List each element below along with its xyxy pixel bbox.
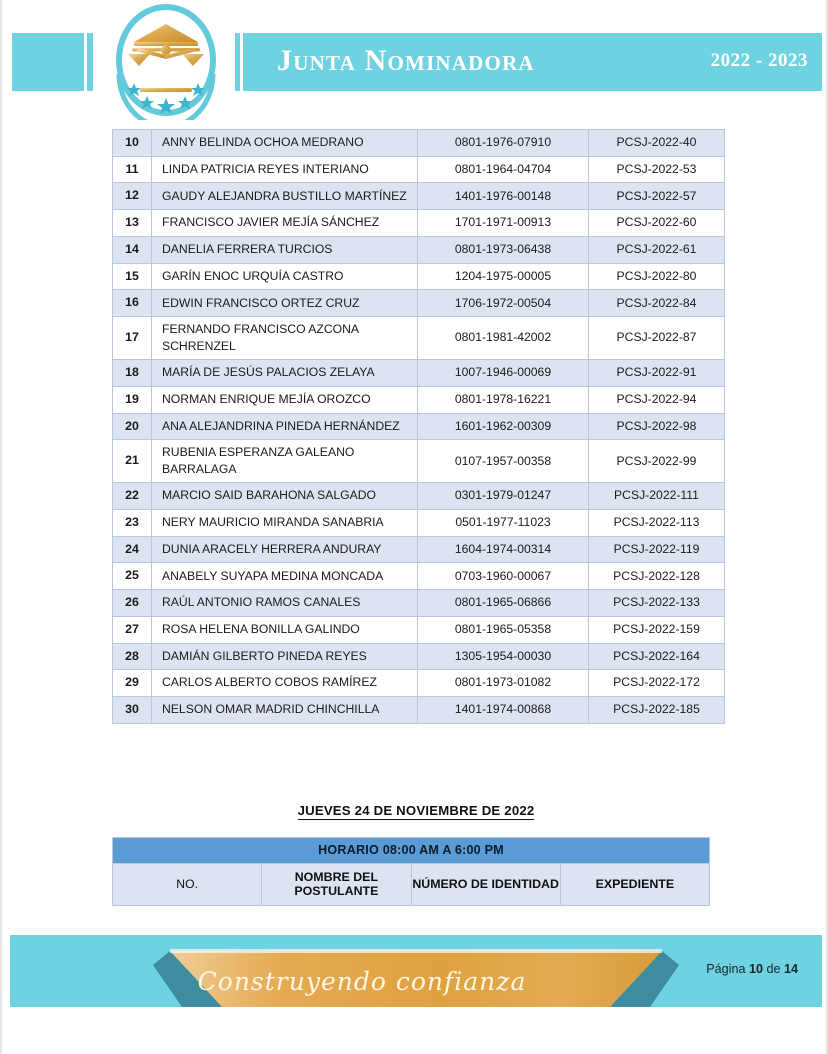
header-band-left xyxy=(12,33,84,91)
cell-no: 23 xyxy=(113,509,152,536)
cell-no: 19 xyxy=(113,386,152,413)
cell-id: 0801-1965-05358 xyxy=(418,616,589,643)
cell-exp: PCSJ-2022-111 xyxy=(589,483,725,510)
cell-name: EDWIN FRANCISCO ORTEZ CRUZ xyxy=(152,290,418,317)
table-row xyxy=(113,483,725,510)
cell-id: 0501-1977-11023 xyxy=(418,509,589,536)
table2-header-row xyxy=(113,864,710,906)
table-row xyxy=(113,440,725,483)
table-row xyxy=(113,616,725,643)
cell-no: 17 xyxy=(113,317,152,360)
cell-name: GARÍN ENOC URQUÍA CASTRO xyxy=(152,263,418,290)
table-row xyxy=(113,236,725,263)
cell-exp: PCSJ-2022-113 xyxy=(589,509,725,536)
scales-of-justice-emblem-icon xyxy=(106,4,226,120)
cell-name: MARCIO SAID BARAHONA SALGADO xyxy=(152,483,418,510)
table-row xyxy=(113,590,725,617)
cell-no: 28 xyxy=(113,643,152,670)
cell-exp: PCSJ-2022-80 xyxy=(589,263,725,290)
cell-id: 1601-1962-00309 xyxy=(418,413,589,440)
cell-exp: PCSJ-2022-91 xyxy=(589,360,725,387)
header-band-right-tick xyxy=(235,33,240,91)
cell-id: 0801-1965-06866 xyxy=(418,590,589,617)
cell-name: GAUDY ALEJANDRA BUSTILLO MARTÍNEZ xyxy=(152,183,418,210)
page-middle: de xyxy=(766,962,781,976)
table-row xyxy=(113,697,725,724)
date-heading-text: JUEVES 24 DE NOVIEMBRE DE 2022 xyxy=(297,803,535,818)
cell-exp: PCSJ-2022-159 xyxy=(589,616,725,643)
cell-no: 10 xyxy=(113,130,152,157)
cell-name: DUNIA ARACELY HERRERA ANDURAY xyxy=(152,536,418,563)
cell-no: 12 xyxy=(113,183,152,210)
table-row xyxy=(113,536,725,563)
cell-no: 11 xyxy=(113,156,152,183)
cell-id: 0703-1960-00067 xyxy=(418,563,589,590)
cell-id: 1401-1974-00868 xyxy=(418,697,589,724)
cell-id: 1007-1946-00069 xyxy=(418,360,589,387)
cell-no: 29 xyxy=(113,670,152,697)
page-total: 14 xyxy=(783,962,798,976)
cell-exp: PCSJ-2022-57 xyxy=(589,183,725,210)
page-footer xyxy=(2,935,828,1015)
table-row xyxy=(113,386,725,413)
table-row xyxy=(113,183,725,210)
cell-exp: PCSJ-2022-61 xyxy=(589,236,725,263)
cell-name: DAMIÁN GILBERTO PINEDA REYES xyxy=(152,643,418,670)
page-title: Junta Nominadora xyxy=(277,44,535,77)
cell-no: 15 xyxy=(113,263,152,290)
cell-exp: PCSJ-2022-185 xyxy=(589,697,725,724)
column-header-id: NÚMERO DE IDENTIDAD xyxy=(411,864,560,906)
cell-exp: PCSJ-2022-84 xyxy=(589,290,725,317)
cell-no: 27 xyxy=(113,616,152,643)
cell-id: 0801-1973-06438 xyxy=(418,236,589,263)
cell-no: 14 xyxy=(113,236,152,263)
cell-id: 0801-1981-42002 xyxy=(418,317,589,360)
cell-no: 18 xyxy=(113,360,152,387)
cell-name: FERNANDO FRANCISCO AZCONA SCHRENZEL xyxy=(152,317,418,360)
page-prefix: Página xyxy=(706,962,746,976)
cell-id: 0801-1973-01082 xyxy=(418,670,589,697)
cell-name: NELSON OMAR MADRID CHINCHILLA xyxy=(152,697,418,724)
cell-exp: PCSJ-2022-60 xyxy=(589,210,725,237)
page-current: 10 xyxy=(748,962,763,976)
cell-name: ANABELY SUYAPA MEDINA MONCADA xyxy=(152,563,418,590)
cell-no: 22 xyxy=(113,483,152,510)
cell-id: 1305-1954-00030 xyxy=(418,643,589,670)
table-row xyxy=(113,509,725,536)
cell-no: 21 xyxy=(113,440,152,483)
cell-name: CARLOS ALBERTO COBOS RAMÍREZ xyxy=(152,670,418,697)
cell-name: ANNY BELINDA OCHOA MEDRANO xyxy=(152,130,418,157)
cell-name: DANELIA FERRERA TURCIOS xyxy=(152,236,418,263)
table-row xyxy=(113,130,725,157)
column-header-no: NO. xyxy=(113,864,262,906)
page-header xyxy=(2,0,828,122)
header-band-left-tick xyxy=(87,33,93,91)
table-row xyxy=(113,263,725,290)
cell-name: NERY MAURICIO MIRANDA SANABRIA xyxy=(152,509,418,536)
table-row xyxy=(113,210,725,237)
table-row xyxy=(113,360,725,387)
cell-id: 0801-1978-16221 xyxy=(418,386,589,413)
cell-name: RAÚL ANTONIO RAMOS CANALES xyxy=(152,590,418,617)
cell-no: 25 xyxy=(113,563,152,590)
schedule-row xyxy=(113,838,710,864)
cell-name: FRANCISCO JAVIER MEJÍA SÁNCHEZ xyxy=(152,210,418,237)
column-header-name: NOMBRE DEL POSTULANTE xyxy=(262,864,411,906)
cell-exp: PCSJ-2022-133 xyxy=(589,590,725,617)
cell-no: 16 xyxy=(113,290,152,317)
cell-id: 1204-1975-00005 xyxy=(418,263,589,290)
cell-name: ROSA HELENA BONILLA GALINDO xyxy=(152,616,418,643)
next-day-schedule-table xyxy=(112,837,710,906)
cell-exp: PCSJ-2022-128 xyxy=(589,563,725,590)
cell-name: MARÍA DE JESÚS PALACIOS ZELAYA xyxy=(152,360,418,387)
page-number xyxy=(706,962,798,976)
cell-id: 1604-1974-00314 xyxy=(418,536,589,563)
cell-no: 20 xyxy=(113,413,152,440)
column-header-exp: EXPEDIENTE xyxy=(560,864,709,906)
table-row xyxy=(113,290,725,317)
cell-exp: PCSJ-2022-119 xyxy=(589,536,725,563)
table-row xyxy=(113,670,725,697)
cell-id: 1706-1972-00504 xyxy=(418,290,589,317)
cell-id: 0801-1976-07910 xyxy=(418,130,589,157)
table-row xyxy=(113,563,725,590)
cell-id: 0801-1964-04704 xyxy=(418,156,589,183)
cell-exp: PCSJ-2022-99 xyxy=(589,440,725,483)
date-heading xyxy=(2,803,828,818)
cell-no: 13 xyxy=(113,210,152,237)
cell-name: NORMAN ENRIQUE MEJÍA OROZCO xyxy=(152,386,418,413)
table-row xyxy=(113,317,725,360)
table-row xyxy=(113,643,725,670)
cell-exp: PCSJ-2022-40 xyxy=(589,130,725,157)
cell-exp: PCSJ-2022-94 xyxy=(589,386,725,413)
header-period: 2022 - 2023 xyxy=(710,50,808,71)
cell-name: RUBENIA ESPERANZA GALEANO BARRALAGA xyxy=(152,440,418,483)
cell-id: 1401-1976-00148 xyxy=(418,183,589,210)
table-row xyxy=(113,413,725,440)
cell-name: LINDA PATRICIA REYES INTERIANO xyxy=(152,156,418,183)
cell-exp: PCSJ-2022-53 xyxy=(589,156,725,183)
footer-motto: Construyendo confianza xyxy=(197,967,527,996)
cell-id: 0107-1957-00358 xyxy=(418,440,589,483)
cell-no: 24 xyxy=(113,536,152,563)
applicants-table xyxy=(112,129,725,724)
cell-exp: PCSJ-2022-172 xyxy=(589,670,725,697)
cell-exp: PCSJ-2022-164 xyxy=(589,643,725,670)
cell-id: 1701-1971-00913 xyxy=(418,210,589,237)
cell-exp: PCSJ-2022-87 xyxy=(589,317,725,360)
cell-no: 30 xyxy=(113,697,152,724)
cell-exp: PCSJ-2022-98 xyxy=(589,413,725,440)
schedule-label: HORARIO 08:00 AM A 6:00 PM xyxy=(113,838,710,864)
cell-id: 0301-1979-01247 xyxy=(418,483,589,510)
footer-ribbon-graphic xyxy=(10,935,822,1007)
table-row xyxy=(113,156,725,183)
cell-name: ANA ALEJANDRINA PINEDA HERNÁNDEZ xyxy=(152,413,418,440)
cell-no: 26 xyxy=(113,590,152,617)
